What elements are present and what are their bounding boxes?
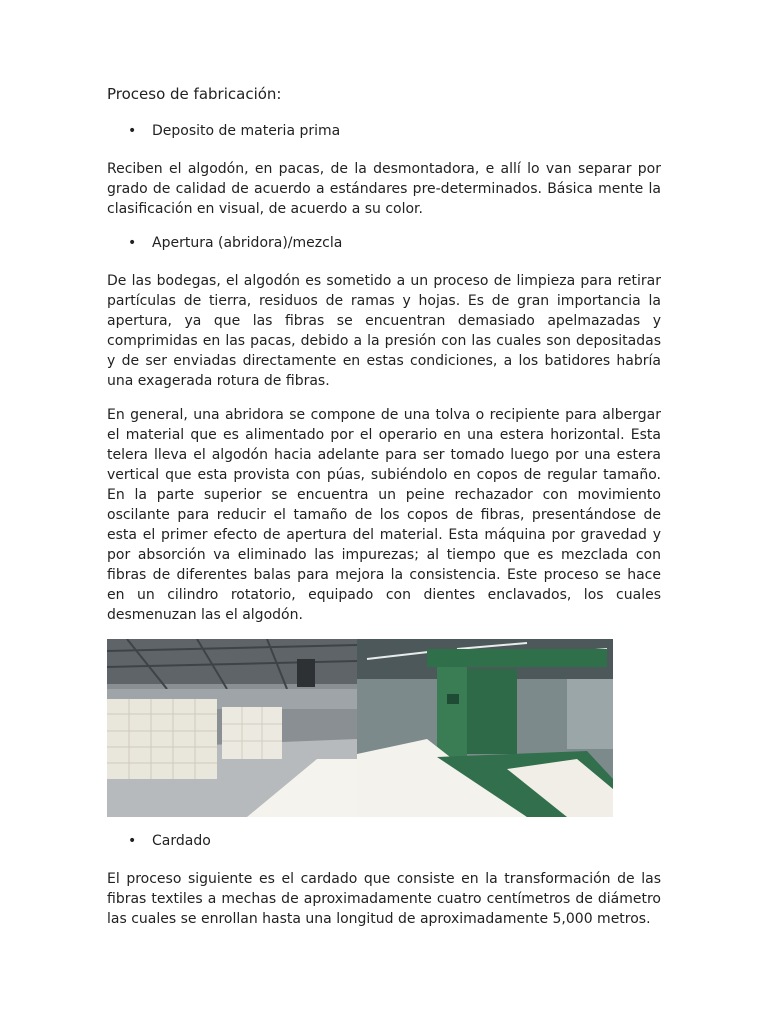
paragraph: En general, una abridora se compone de una tolva o recipiente para albergar el material que es alimentado por el operario en una estera horizontal. Esta telera lleva el algodón hacia adelante para ser tomado luego por una estera vertical que esta provista con púas, subiéndolo en copos de regular tamaño. En la parte superior se encuentra un peine rechazador con movimiento oscilante para reducir el tamaño de los copos de fibras, presentándose de esta el primer efecto de apertura del material. Esta máquina por gravedad y por absorción va eliminado las impurezas; al tiempo que es mezclada con fibras de diferentes balas para mejora la consistencia. Este proceso se hace en un cilindro rotatorio, equipado con dientes enclavados, los cuales desmenuzan las el algodón.	[107, 407, 661, 623]
bullet-dot: •	[128, 833, 137, 849]
paragraph: De las bodegas, el algodón es sometido a un proceso de limpieza para retirar partículas de tierra, residuos de ramas y hojas. Es de gran importancia la apertura, ya que las fibras se encuentran demasiado apelmazadas y comprimidas en las pacas, debido a la presión con las cuales son depositadas y de ser enviadas directamente en estas condiciones, a los batidores habría una exagerada rotura de fibras.	[107, 273, 661, 389]
document-page	[107, 84, 661, 943]
bullet-label: Cardado	[152, 833, 211, 849]
paragraph: El proceso siguiente es el cardado que consiste en la transformación de las fibras textiles a mechas de aproximadamente cuatro centímetros de diámetro las cuales se enrollan hasta una longitud de aproximadamente 5,000 metros.	[107, 871, 661, 927]
bullet-cardado	[107, 831, 661, 851]
factory-photo	[107, 639, 613, 817]
paragraph: Reciben el algodón, en pacas, de la desmontadora, e allí lo van separar por grado de calidad de acuerdo a estándares pre-determinados. Básica mente la clasificación en visual, de acuerdo a su color.	[107, 161, 661, 217]
bullet-apertura	[107, 233, 661, 253]
document-title: Proceso de fabricación:	[107, 85, 282, 103]
bullet-dot: •	[128, 123, 137, 139]
bullet-label: Deposito de materia prima	[152, 123, 341, 139]
bullet-label: Apertura (abridora)/mezcla	[152, 235, 343, 251]
bullet-deposito	[107, 121, 661, 141]
bullet-dot: •	[128, 235, 137, 251]
